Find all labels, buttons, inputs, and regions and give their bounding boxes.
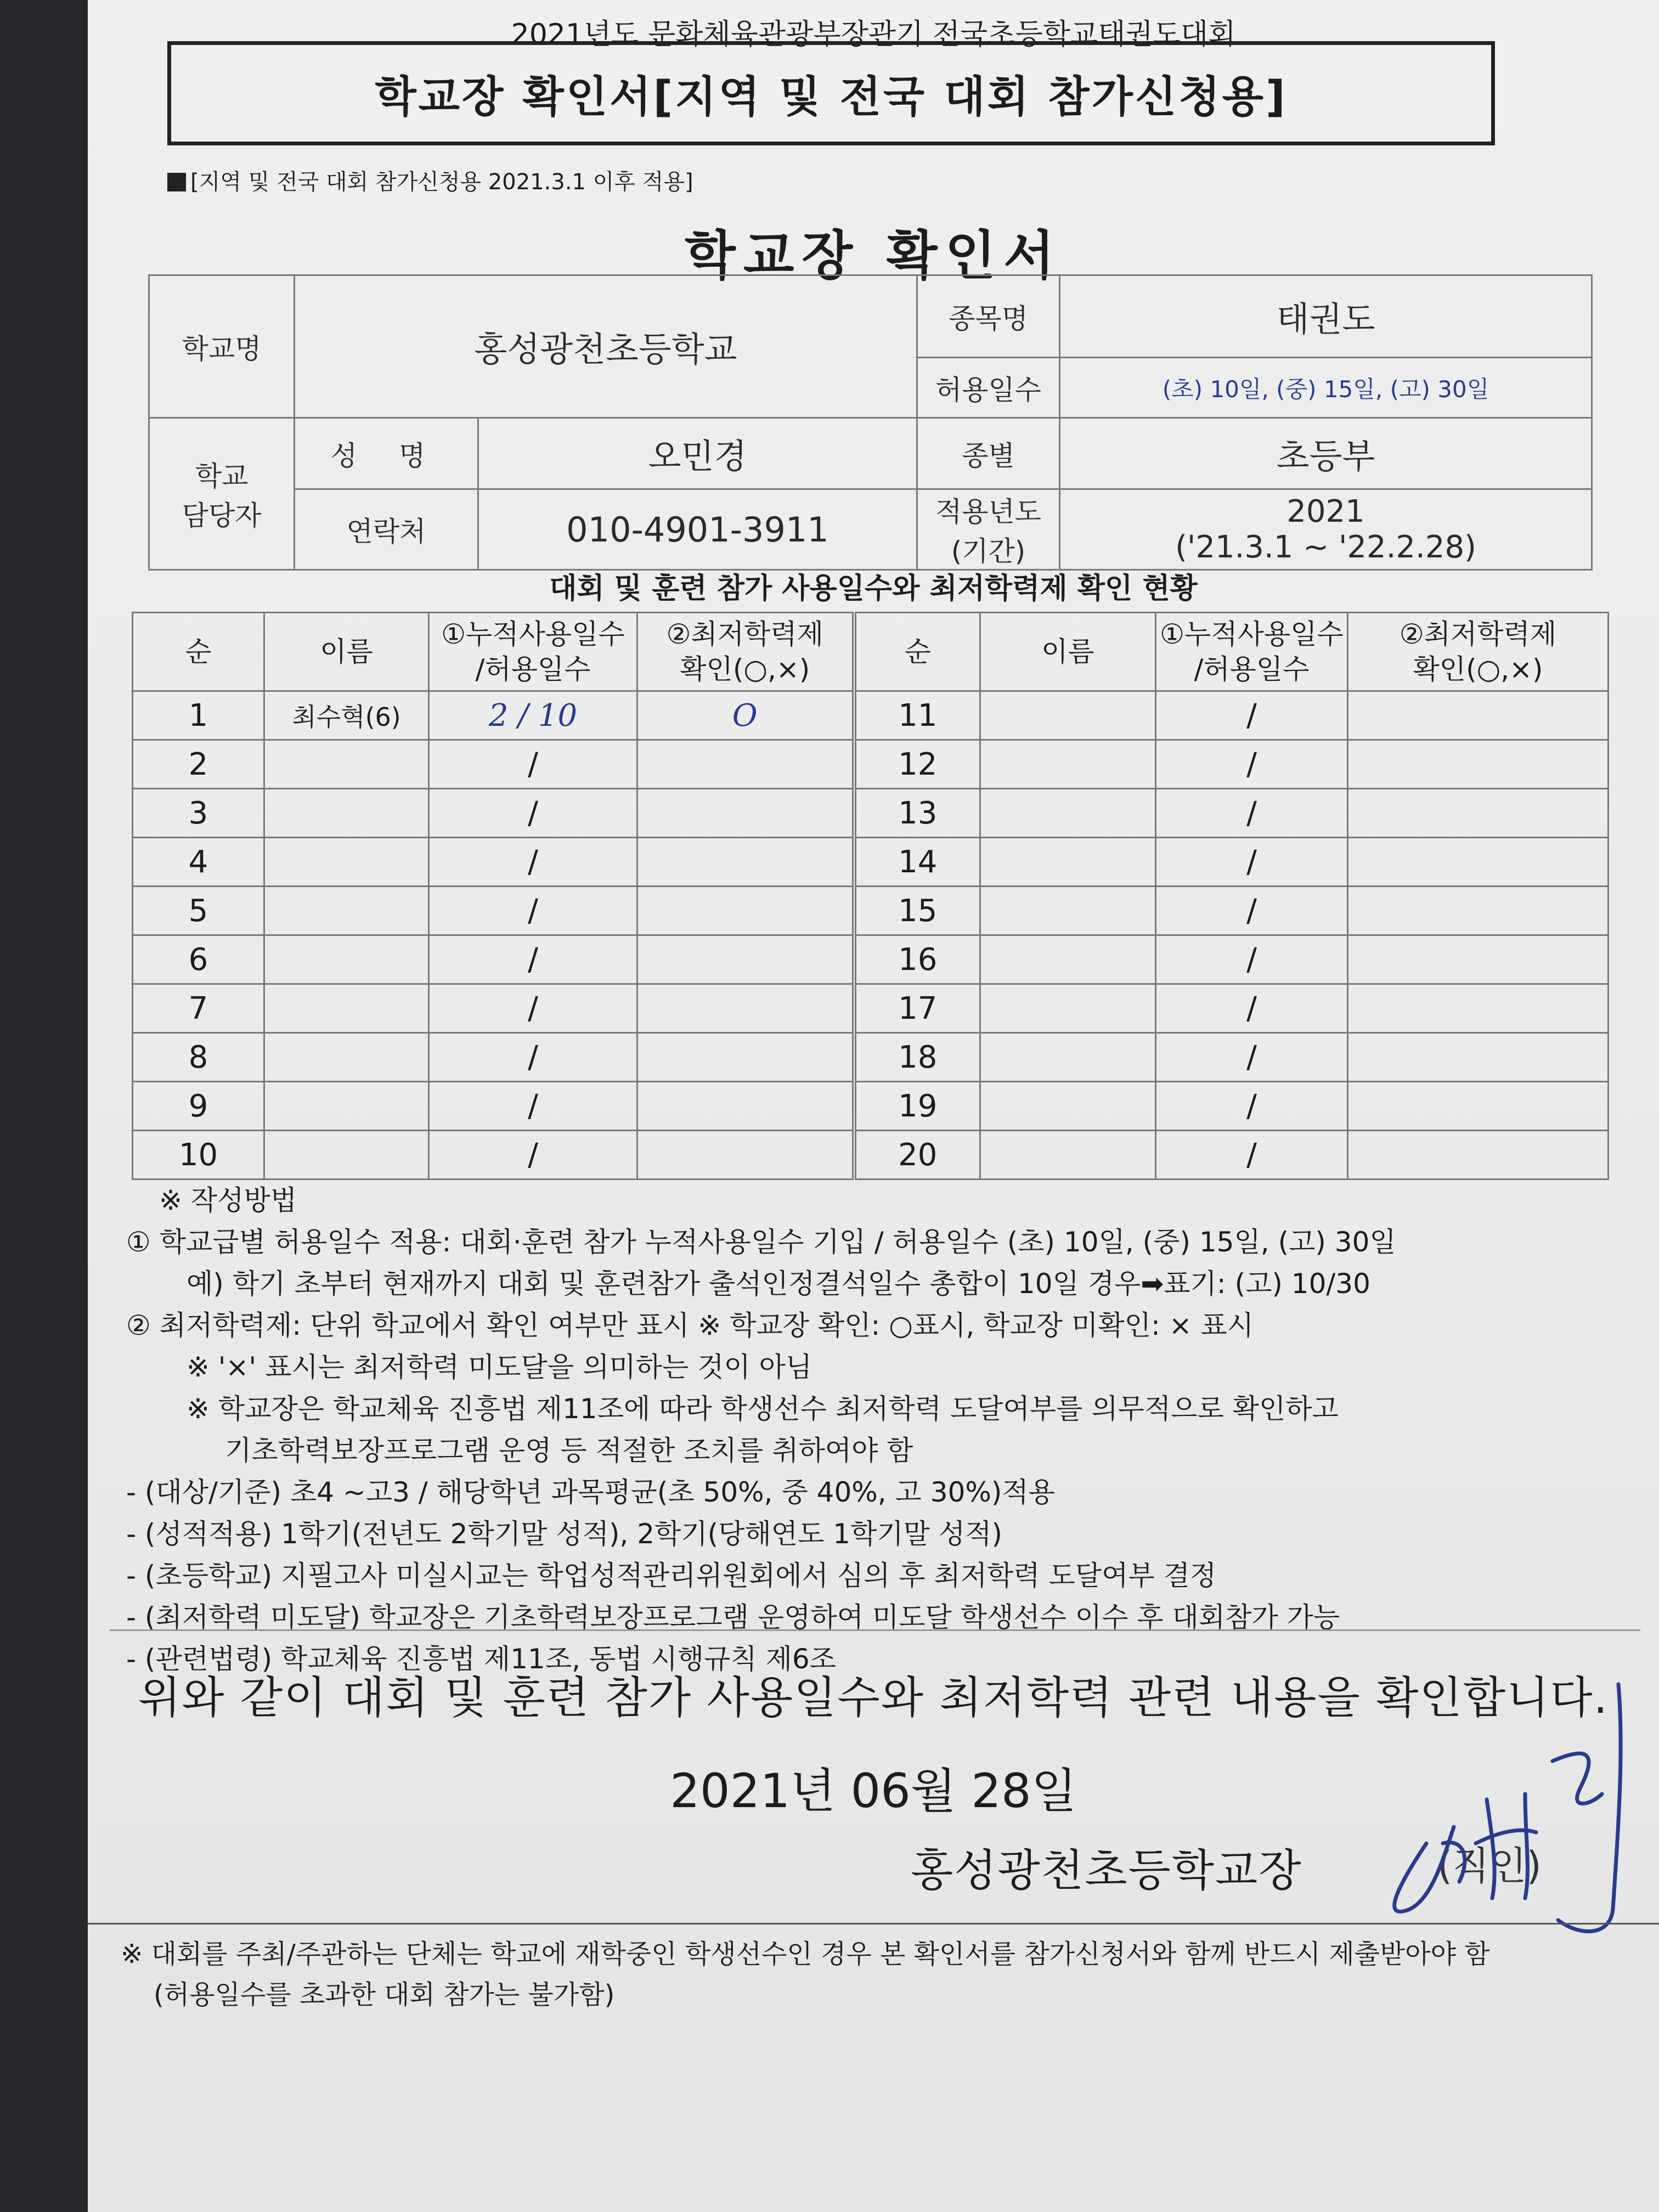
- table-row: [133, 1033, 1609, 1082]
- athlete-name: [980, 887, 1156, 935]
- status-header-row: [133, 613, 1609, 691]
- min-academic-check: [637, 789, 854, 838]
- competition-header: 2021년도 문화체육관광부장관기 전국초등학교태권도대회: [511, 18, 1236, 51]
- footer-line: (허용일수를 초과한 대회 참가는 불가함): [154, 1979, 615, 2010]
- header-check-line1: ②최저학력제: [1399, 618, 1557, 650]
- athlete-name: [264, 740, 429, 789]
- event-value: 태권도: [1060, 275, 1592, 358]
- notice-tag-text: [지역 및 전국 대회 참가신청용 2021.3.1 이후 적용]: [190, 170, 693, 195]
- athlete-name: [264, 1131, 429, 1180]
- header-check-line2: 확인(○,×): [680, 653, 810, 685]
- year-value-line2: ('21.3.1 ~ '22.2.28): [1175, 529, 1476, 565]
- instruction-line: - (성적적용) 1학기(전년도 2학기말 성적), 2학기(당해연도 1학기말 성적): [126, 1518, 1002, 1550]
- row-number: 6: [133, 935, 264, 984]
- min-academic-check: [637, 838, 854, 887]
- row-number: 20: [854, 1131, 980, 1180]
- athlete-name: [980, 789, 1156, 838]
- row-number: 15: [854, 887, 980, 935]
- header-no-left: 순: [133, 613, 264, 691]
- used-days: /: [429, 984, 637, 1033]
- header-days-line2: /허용일수: [475, 653, 591, 685]
- row-number: 9: [133, 1082, 264, 1131]
- athlete-name: [980, 838, 1156, 887]
- header-name-left: 이름: [264, 613, 429, 691]
- row-number: 13: [854, 789, 980, 838]
- document-title-box: 학교장 확인서[지역 및 전국 대회 참가신청용]: [167, 41, 1495, 145]
- used-days: /: [1156, 1131, 1348, 1180]
- athlete-name: 최수혁(6): [264, 691, 429, 740]
- divider: [110, 1629, 1640, 1631]
- row-number: 4: [133, 838, 264, 887]
- athlete-name: [264, 789, 429, 838]
- used-days: /: [1156, 984, 1348, 1033]
- header-days-left: [429, 613, 637, 691]
- min-academic-check: [637, 887, 854, 935]
- used-days: /: [429, 1033, 637, 1082]
- seal-label: (직인): [1437, 1843, 1542, 1888]
- used-days: 2 / 10: [429, 691, 637, 740]
- row-number: 16: [854, 935, 980, 984]
- instruction-line: ※ '×' 표시는 최저학력 미도달을 의미하는 것이 아님: [187, 1351, 812, 1383]
- row-number: 18: [854, 1033, 980, 1082]
- row-number: 7: [133, 984, 264, 1033]
- used-days: /: [1156, 838, 1348, 887]
- row-number: 14: [854, 838, 980, 887]
- used-days: /: [1156, 789, 1348, 838]
- header-name-right: 이름: [980, 613, 1156, 691]
- min-academic-check: [1348, 1082, 1609, 1131]
- instruction-line: 기초학력보장프로그램 운영 등 적절한 조치를 취하여야 함: [225, 1435, 913, 1466]
- divider: [88, 1923, 1659, 1925]
- name-label: 성 명: [295, 418, 478, 489]
- instructions: [126, 1180, 1640, 1680]
- used-days: /: [429, 887, 637, 935]
- table-row: [133, 691, 1609, 740]
- used-days: /: [429, 740, 637, 789]
- athlete-name: [980, 1033, 1156, 1082]
- table-row: [133, 789, 1609, 838]
- division-value: 초등부: [1060, 418, 1592, 489]
- contact-name: 오민경: [478, 418, 917, 489]
- athlete-name: [980, 984, 1156, 1033]
- instruction-line: ② 최저학력제: 단위 학교에서 확인 여부만 표시 ※ 학교장 확인: ○표시, 학교장 미확인: × 표시: [126, 1310, 1254, 1341]
- table-row: [133, 1082, 1609, 1131]
- min-academic-check: [1348, 691, 1609, 740]
- principal-name: 홍성광천초등학교장: [911, 1845, 1302, 1896]
- year-value-line1: 2021: [1286, 494, 1365, 529]
- instruction-line: ① 학교급별 허용일수 적용: 대회·훈련 참가 누적사용일수 기입 / 허용일수 (초) 10일, (중) 15일, (고) 30일: [126, 1226, 1396, 1258]
- header-check-line1: ②최저학력제: [666, 618, 823, 650]
- school-info-table: [148, 274, 1593, 571]
- year-label-line1: 적용년도: [935, 496, 1042, 528]
- notice-tag: [167, 165, 693, 196]
- instruction-line: ※ 학교장은 학교체육 진흥법 제11조에 따라 학생선수 최저학력 도달여부를 의무적으로 확인하고: [187, 1393, 1339, 1425]
- used-days: /: [1156, 740, 1348, 789]
- athlete-name: [980, 691, 1156, 740]
- used-days: /: [1156, 1033, 1348, 1082]
- contact-label: [149, 418, 295, 570]
- athlete-name: [264, 1082, 429, 1131]
- page-title: 학교장 확인서: [685, 225, 1062, 286]
- row-number: 19: [854, 1082, 980, 1131]
- status-table-title: 대회 및 훈련 참가 사용일수와 최저학력제 확인 현황: [549, 572, 1198, 605]
- instruction-line: 예) 학기 초부터 현재까지 대회 및 훈련참가 출석인정결석일수 총합이 10일 경우➡표기: (고) 10/30: [187, 1268, 1370, 1300]
- school-name: 홍성광천초등학교: [295, 275, 917, 418]
- instructions-title: ※ 작성방법: [159, 1184, 297, 1216]
- row-number: 5: [133, 887, 264, 935]
- header-no-right: 순: [854, 613, 980, 691]
- used-days: /: [429, 838, 637, 887]
- min-academic-check: [1348, 838, 1609, 887]
- row-number: 8: [133, 1033, 264, 1082]
- instruction-line: - (관련법령) 학교체육 진흥법 제11조, 동법 시행규칙 제6조: [126, 1643, 836, 1675]
- athlete-name: [980, 740, 1156, 789]
- used-days: /: [429, 1131, 637, 1180]
- header-days-line1: ①누적사용일수: [1160, 618, 1344, 650]
- min-academic-check: [637, 1082, 854, 1131]
- year-value: [1060, 489, 1592, 570]
- division-label: 종별: [917, 418, 1060, 489]
- instruction-line: - (초등학교) 지필고사 미실시교는 학업성적관리위원회에서 심의 후 최저학력 도달여부 결정: [126, 1560, 1217, 1592]
- header-days-right: [1156, 613, 1348, 691]
- header-check-line2: 확인(○,×): [1413, 653, 1543, 685]
- used-days: /: [1156, 935, 1348, 984]
- header-check-right: [1348, 613, 1609, 691]
- athlete-name: [980, 1131, 1156, 1180]
- row-number: 17: [854, 984, 980, 1033]
- table-row: [133, 984, 1609, 1033]
- handwritten-signature: [1361, 1662, 1646, 1948]
- min-academic-check: O: [637, 691, 854, 740]
- used-days: /: [429, 789, 637, 838]
- min-academic-check: [637, 1033, 854, 1082]
- allowed-days-value: (초) 10일, (중) 15일, (고) 30일: [1060, 358, 1592, 418]
- contact-label-line1: 학교: [195, 460, 249, 492]
- status-table: [132, 612, 1609, 1180]
- school-label: 학교명: [149, 275, 295, 418]
- header-days-line1: ①누적사용일수: [441, 618, 625, 650]
- table-row: [133, 935, 1609, 984]
- year-label: [917, 489, 1060, 570]
- min-academic-check: [1348, 1131, 1609, 1180]
- instruction-line: - (최저학력 미도달) 학교장은 기초학력보장프로그램 운영하여 미도달 학생선수 이수 후 대회참가 가능: [126, 1601, 1340, 1633]
- athlete-name: [264, 887, 429, 935]
- min-academic-check: [637, 984, 854, 1033]
- instruction-line: - (대상/기준) 초4 ~고3 / 해당학년 과목평균(초 50%, 중 40%, 고 30%)적용: [126, 1476, 1055, 1508]
- row-number: 2: [133, 740, 264, 789]
- document-date: 2021년 06월 28일: [670, 1764, 1077, 1819]
- document-sheet: [88, 0, 1659, 2212]
- square-bullet-icon: [167, 173, 186, 191]
- event-label: 종목명: [917, 275, 1060, 358]
- athlete-name: [264, 984, 429, 1033]
- min-academic-check: [1348, 935, 1609, 984]
- allowed-days-label: 허용일수: [917, 358, 1060, 418]
- athlete-name: [980, 1082, 1156, 1131]
- row-number: 11: [854, 691, 980, 740]
- athlete-name: [980, 935, 1156, 984]
- used-days: /: [429, 1082, 637, 1131]
- footer-note: [121, 1934, 1490, 2015]
- used-days: /: [1156, 691, 1348, 740]
- header-check-left: [637, 613, 854, 691]
- min-academic-check: [637, 935, 854, 984]
- phone-label: 연락처: [295, 489, 478, 570]
- row-number: 12: [854, 740, 980, 789]
- row-number: 3: [133, 789, 264, 838]
- footer-line: ※ 대회를 주최/주관하는 단체는 학교에 재학중인 학생선수인 경우 본 확인서를 참가신청서와 함께 반드시 제출받아야 함: [121, 1939, 1490, 1970]
- min-academic-check: [1348, 740, 1609, 789]
- contact-label-line2: 담당자: [182, 500, 262, 532]
- min-academic-check: [637, 740, 854, 789]
- confirmation-statement: 위와 같이 대회 및 훈련 참가 사용일수와 최저학력 관련 내용을 확인합니다.: [138, 1672, 1609, 1723]
- used-days: /: [1156, 1082, 1348, 1131]
- athlete-name: [264, 935, 429, 984]
- table-row: [133, 740, 1609, 789]
- athlete-name: [264, 838, 429, 887]
- contact-phone: 010-4901-3911: [478, 489, 917, 570]
- header-days-line2: /허용일수: [1194, 653, 1310, 685]
- min-academic-check: [1348, 1033, 1609, 1082]
- min-academic-check: [1348, 789, 1609, 838]
- athlete-name: [264, 1033, 429, 1082]
- year-label-line2: (기간): [951, 535, 1026, 567]
- table-row: [133, 887, 1609, 935]
- table-row: [133, 838, 1609, 887]
- row-number: 10: [133, 1131, 264, 1180]
- min-academic-check: [1348, 887, 1609, 935]
- min-academic-check: [637, 1131, 854, 1180]
- min-academic-check: [1348, 984, 1609, 1033]
- row-number: 1: [133, 691, 264, 740]
- used-days: /: [429, 935, 637, 984]
- used-days: /: [1156, 887, 1348, 935]
- table-row: [133, 1131, 1609, 1180]
